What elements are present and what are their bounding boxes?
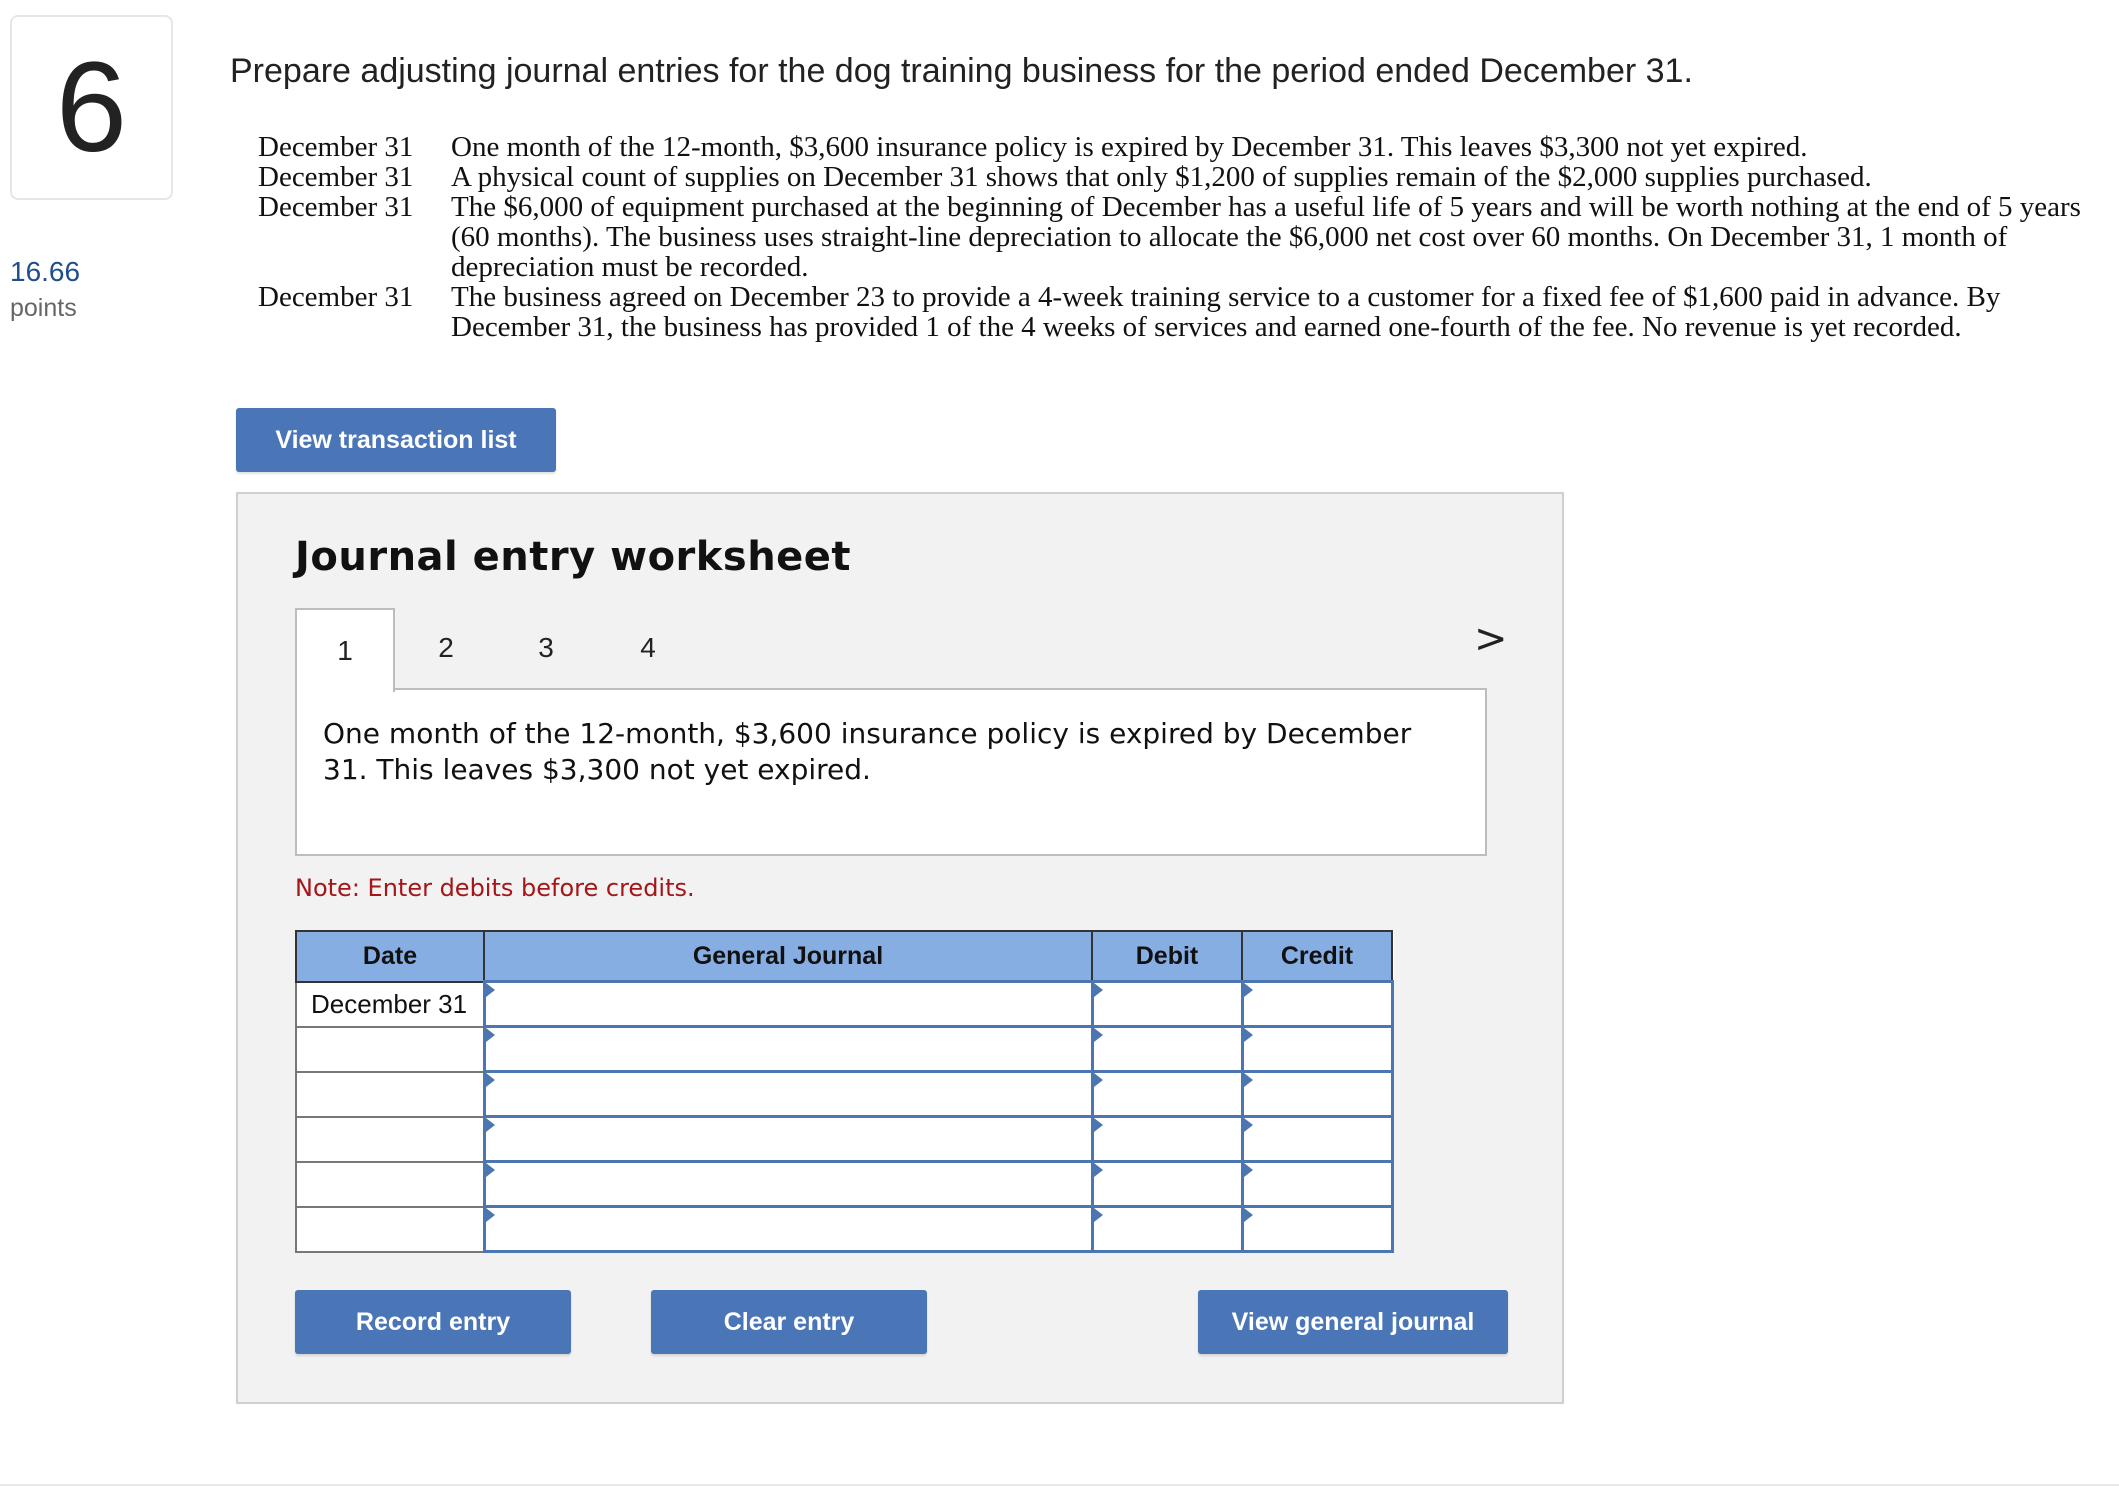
question-number: 6: [55, 35, 128, 179]
transaction-description: The business agreed on December 23 to provide a 4-week training service to a customer for a fixed fee of $1,600 paid in advance. By December 31, the business has provided 1 of the 4 weeks of services and earned one-fourth of the fee. No revenue is yet recorded.: [451, 281, 2001, 343]
transaction-row: [258, 132, 2098, 162]
question-title: Prepare adjusting journal entries for the dog training business for the period ended December 31.: [230, 52, 1693, 90]
transaction-list: [258, 132, 2098, 342]
table-row: [296, 1162, 1392, 1207]
transaction-description: A physical count of supplies on December 31 shows that only $1,200 of supplies remain of the $2,000 supplies purchased.: [451, 161, 1872, 193]
transaction-date: December 31: [258, 161, 414, 193]
clear-entry-button[interactable]: Clear entry: [651, 1290, 927, 1354]
debit-input[interactable]: [1092, 1162, 1242, 1207]
credit-input[interactable]: [1242, 1072, 1392, 1117]
credit-input[interactable]: [1242, 1207, 1392, 1252]
worksheet-title: Journal entry worksheet: [295, 534, 852, 580]
tab-4[interactable]: 4: [640, 632, 656, 663]
transaction-date: December 31: [258, 131, 414, 163]
account-input[interactable]: [484, 1207, 1092, 1252]
debit-input[interactable]: [1092, 1027, 1242, 1072]
chevron-right-icon[interactable]: >: [1474, 616, 1508, 662]
view-transaction-list-button[interactable]: View transaction list: [236, 408, 556, 472]
journal-entry-worksheet: [236, 492, 1564, 1404]
transaction-row: [258, 162, 2098, 192]
entry-note: Note: Enter debits before credits.: [295, 874, 695, 902]
account-input[interactable]: [484, 1117, 1092, 1162]
transaction-date: December 31: [258, 191, 414, 223]
date-cell: [296, 1072, 484, 1117]
debit-input[interactable]: [1092, 1117, 1242, 1162]
table-row: [296, 1072, 1392, 1117]
points-label: points: [10, 294, 77, 322]
debit-input[interactable]: [1092, 982, 1242, 1027]
table-row: [296, 1117, 1392, 1162]
transaction-row: [258, 282, 2098, 342]
credit-input[interactable]: [1242, 1162, 1392, 1207]
column-header-credit: Credit: [1242, 931, 1392, 982]
date-cell: [296, 1162, 484, 1207]
transaction-date: December 31: [258, 281, 414, 313]
journal-table: [295, 930, 1394, 1253]
account-input[interactable]: [484, 1162, 1092, 1207]
transaction-row: [258, 192, 2098, 282]
view-general-journal-button[interactable]: View general journal: [1198, 1290, 1508, 1354]
table-row: [296, 1027, 1392, 1072]
date-cell: [296, 1027, 484, 1072]
account-input[interactable]: [484, 1027, 1092, 1072]
debit-input[interactable]: [1092, 1207, 1242, 1252]
date-cell: December 31: [296, 982, 484, 1027]
transaction-description: The $6,000 of equipment purchased at the beginning of December has a useful life of 5 years and will be worth nothing at the end of 5 years (60 months). The business uses straight-line depreciation to allocate the $6,000 net cost over 60 months. On December 31, 1 month of depreciation must be recorded.: [451, 191, 2081, 283]
column-header-date: Date: [296, 931, 484, 982]
account-input[interactable]: [484, 1072, 1092, 1117]
tab-1[interactable]: 1: [295, 608, 395, 692]
credit-input[interactable]: [1242, 1117, 1392, 1162]
transaction-description: One month of the 12-month, $3,600 insurance policy is expired by December 31. This leaves $3,300 not yet expired.: [451, 131, 1808, 163]
table-row: [296, 1207, 1392, 1252]
column-header-general-journal: General Journal: [484, 931, 1092, 982]
date-cell: [296, 1207, 484, 1252]
points-value: 16.66: [10, 256, 81, 287]
record-entry-button[interactable]: Record entry: [295, 1290, 571, 1354]
question-number-box: [10, 15, 173, 200]
tab-3[interactable]: 3: [538, 632, 554, 663]
credit-input[interactable]: [1242, 982, 1392, 1027]
table-row: [296, 982, 1392, 1027]
credit-input[interactable]: [1242, 1027, 1392, 1072]
entry-description: One month of the 12-month, $3,600 insurance policy is expired by December 31. This leaves $3,300 not yet expired.: [295, 688, 1487, 856]
account-input[interactable]: [484, 982, 1092, 1027]
journal-header-row: [296, 931, 1392, 982]
bottom-divider: [0, 1484, 2119, 1486]
column-header-debit: Debit: [1092, 931, 1242, 982]
debit-input[interactable]: [1092, 1072, 1242, 1117]
date-cell: [296, 1117, 484, 1162]
tab-2[interactable]: 2: [438, 632, 454, 663]
